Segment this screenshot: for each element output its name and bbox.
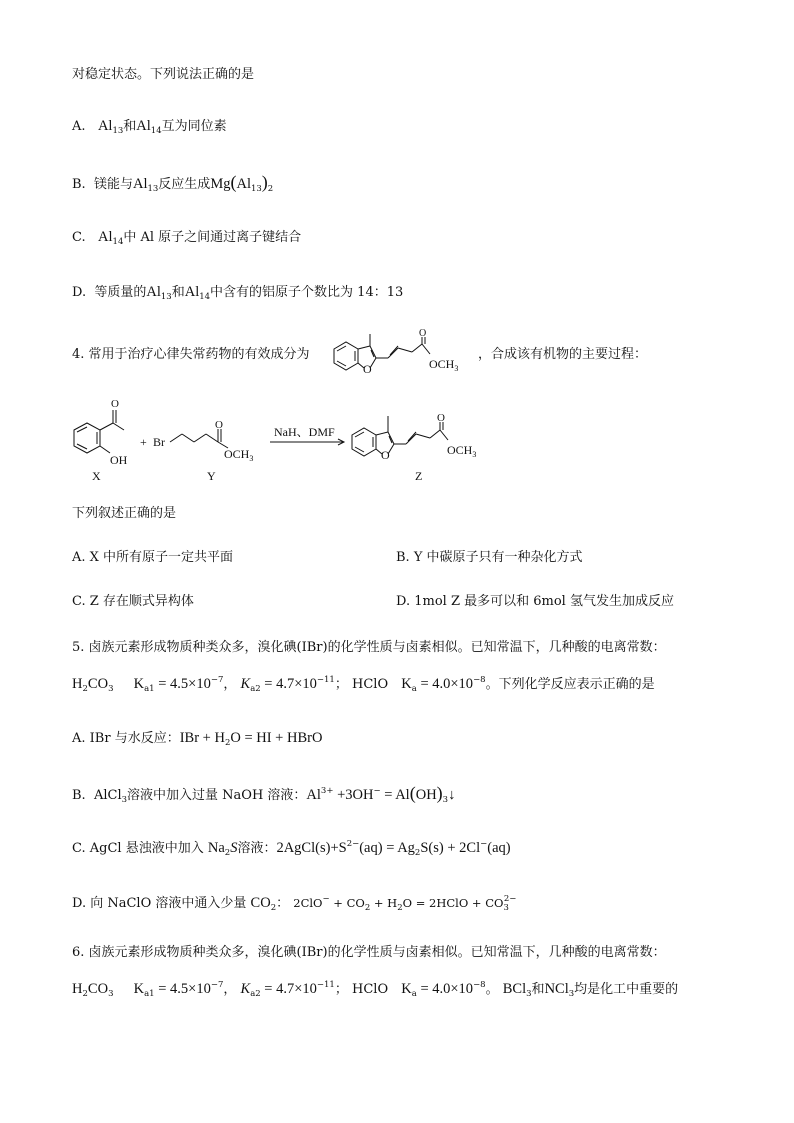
x-oh-label: OH	[110, 453, 128, 467]
label-y: Y	[207, 469, 216, 483]
reaction-scheme	[66, 398, 506, 490]
target-och3-label: $OCH_3$	[429, 357, 459, 373]
q4-stem-after: ，合成该有机物的主要过程：	[478, 347, 648, 362]
target-molecule-structure	[326, 328, 486, 382]
z-carbonyl-oxygen: O	[437, 412, 445, 424]
z-ring-oxygen: O	[381, 448, 390, 462]
q3-option-c[interactable]: C. $Al_{14}$中 Al 原子之间通过离子键结合	[72, 229, 302, 247]
reaction-arrow	[270, 439, 344, 445]
target-ring-oxygen: O	[363, 362, 372, 376]
q5-option-a[interactable]: A. IBr 与水反应：IBr + $H_2O$ = HI + HBrO	[72, 730, 323, 748]
q6-stem: 6. 卤族元素形成物质种类众多，溴化碘(IBr)的化学性质与卤素相似。已知常温下，几种酸的电离常数：	[72, 945, 666, 960]
reagent-label: NaH、DMF	[274, 425, 335, 439]
q3-option-b[interactable]: B. 镁能与$Al_{13}$反应生成$Mg(Al_{13})_2$	[72, 172, 274, 194]
q6-constants-line: $H_2CO_3$ $K_{a1} = 4.5\times 10^{-7}$， $K_{a2} = 4.7\times 10^{-11}$； HClO $K_a = 4.0\times 10^{-8}$。 BCl$_3$和NCl$_3$均是化工中重要的	[72, 980, 679, 999]
q4-stem-before: 4. 常用于治疗心律失常药物的有效成分为	[72, 347, 310, 362]
q4-option-a[interactable]: A. X 中所有原子一定共平面	[72, 550, 234, 565]
q4-option-c[interactable]: C. Z 存在顺式异构体	[72, 594, 194, 609]
compound-z-structure	[352, 416, 448, 456]
z-och3-label: $OCH_3$	[447, 443, 477, 459]
target-carbonyl-oxygen: O	[419, 328, 427, 339]
q4-prompt: 下列叙述正确的是	[72, 506, 177, 521]
y-br-label: Br	[153, 435, 165, 449]
plus-sign: +	[140, 435, 147, 449]
q5-option-c[interactable]: C. AgCl 悬浊液中加入 $Na_2S$溶液：$2AgCl(s)+S^{2-}(aq) = Ag_2S(s) + 2Cl^-(aq)$	[72, 839, 511, 858]
y-och3-label: $OCH_3$	[224, 447, 254, 463]
label-x: X	[92, 469, 101, 483]
y-carbonyl-oxygen: O	[215, 419, 223, 431]
q4-option-b[interactable]: B. Y 中碳原子只有一种杂化方式	[396, 550, 583, 565]
label-z: Z	[415, 469, 423, 483]
q5-option-d[interactable]: D. 向 NaClO 溶液中通入少量 $CO_2$： $2ClO^- + CO_2 + H_2O$ = 2HClO + $CO_3^{2-}$	[72, 894, 517, 913]
q5-option-b[interactable]: B. AlCl$_3$溶液中加入过量 NaOH 溶液：$Al^{3+} +3OH^-$ = $Al(OH)_3↓$	[72, 783, 456, 805]
intro-tail-text: 对稳定状态。下列说法正确的是	[72, 67, 255, 82]
compound-y-structure	[170, 429, 228, 448]
q3-option-d[interactable]: D. 等质量的$Al_{13}$和$Al_{14}$中含有的铝原子个数比为 14：13	[72, 284, 404, 302]
q3-option-a[interactable]: A. $Al_{13}$和$Al_{14}$互为同位素	[72, 118, 227, 136]
q5-constants-line: $H_2CO_3$ $K_{a1} = 4.5\times 10^{-7}$， $K_{a2} = 4.7\times 10^{-11}$； HClO $K_a = 4.0\times 10^{-8}$。下列化学反应表示正确的是	[72, 675, 655, 694]
q5-stem: 5. 卤族元素形成物质种类众多，溴化碘(IBr)的化学性质与卤素相似。已知常温下，几种酸的电离常数：	[72, 640, 666, 655]
compound-x-structure	[74, 410, 124, 453]
x-carbonyl-oxygen: O	[111, 398, 119, 410]
q4-option-d[interactable]: D. 1mol Z 最多可以和 6mol 氢气发生加成反应	[396, 594, 674, 609]
